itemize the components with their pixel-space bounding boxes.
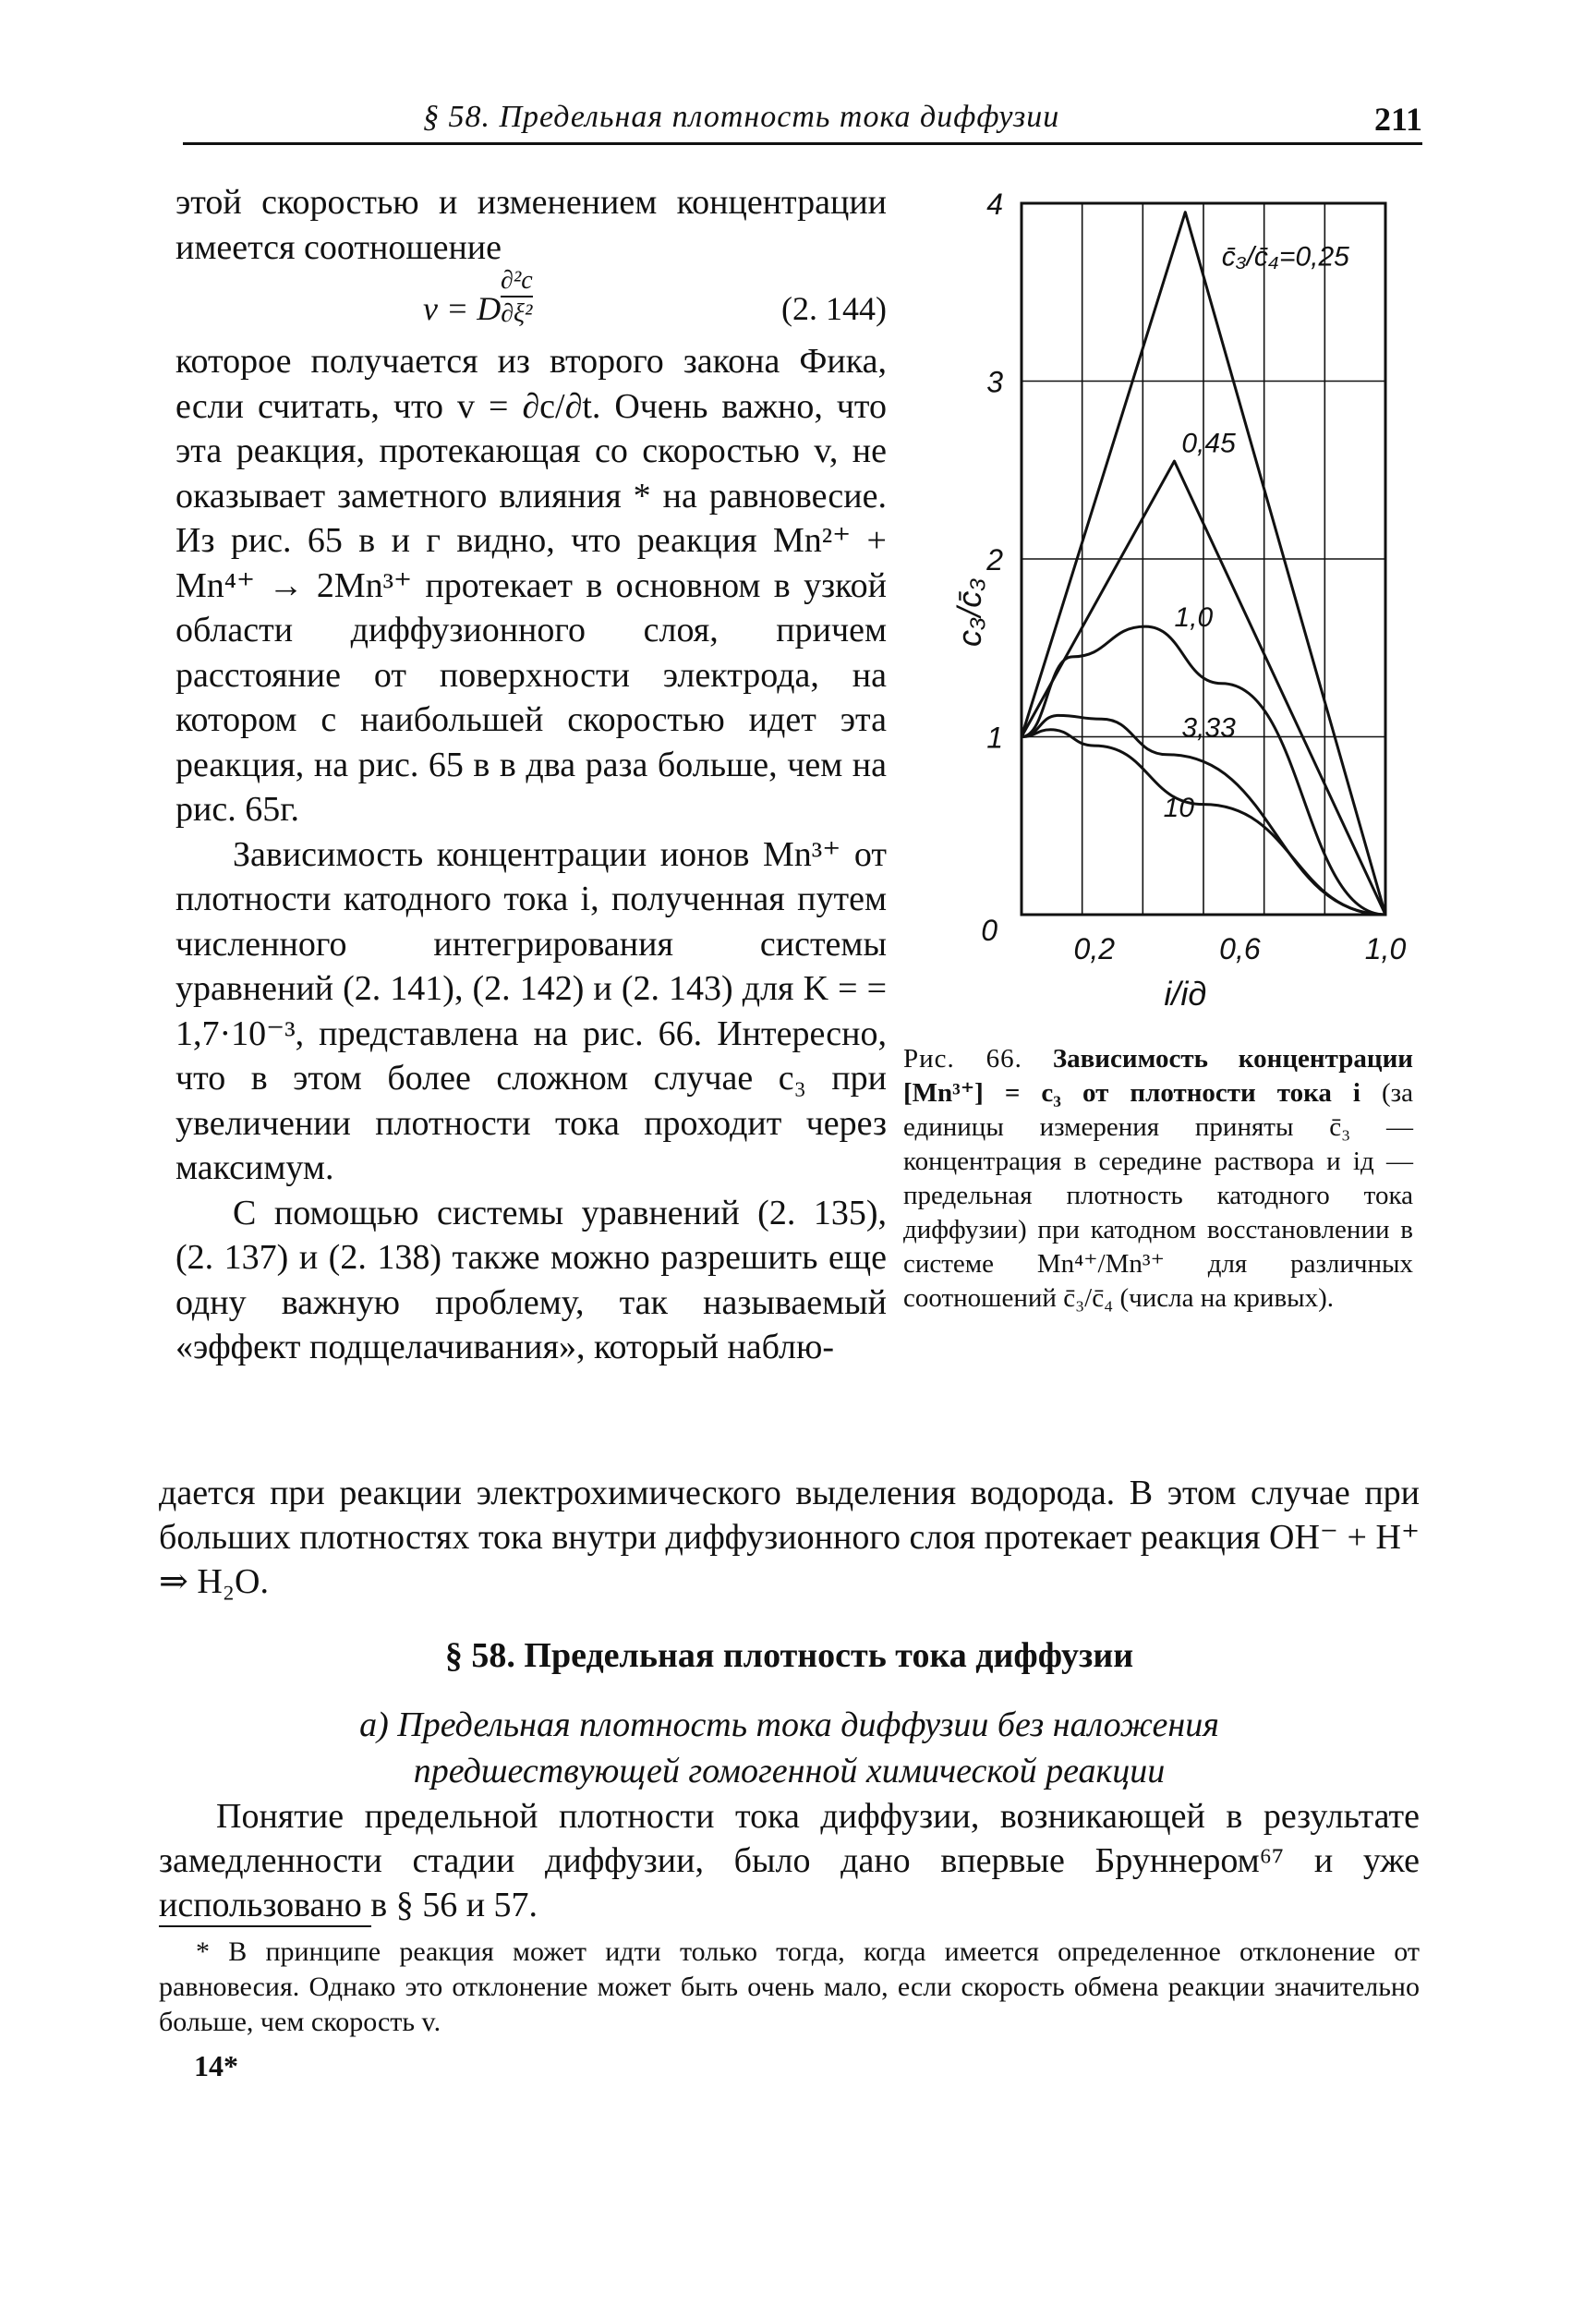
footnote: [159, 1935, 1420, 2040]
y-tick-label: 2: [986, 543, 1003, 576]
signature-mark: 14*: [194, 2049, 238, 2082]
section-body: [159, 1794, 1420, 1927]
equation-number: (2. 144): [781, 290, 887, 327]
equation-fraction: [501, 266, 533, 329]
y-axis-label: c₃/c̄₃: [950, 577, 988, 648]
series-label-4: 10: [1163, 793, 1195, 824]
section-heading: § 58. Предельная плотность тока диффузии: [444, 1636, 1134, 1675]
figure-66-chart: [950, 176, 1407, 1026]
x-tick-label: 1,0: [1364, 932, 1407, 965]
full-width-text: [159, 1471, 1420, 1604]
y-tick-label: 3: [986, 365, 1003, 399]
subsection-heading-line: предшествующей гомогенной химической реакции: [413, 1752, 1166, 1790]
paragraph: которое получается из второго закона Фика, если считать, что v = ∂c/∂t. Очень важно, что эта реакция, протекающая со скоростью v, не оказывает заметного влияния * на равновесие. Из рис. 65 в и г видно, что реакция Mn²⁺ + Mn⁴⁺ → 2Mn³⁺ протекает в основном в узкой области диффузионного слоя, причем расстояние от поверхности электрода, на котором с наибольшей скоростью идет эта реакция, на рис. 65 в в два раза больше, чем на рис. 65г.: [175, 342, 887, 829]
chart-ticks: [981, 188, 1406, 965]
paragraph: Понятие предельной плотности тока диффузии, возникающей в результате замедленности стадии диффузии, было дано впервые Бруннером⁶⁷ и уже использовано в § 56 и 57.: [159, 1797, 1420, 1924]
equation-denominator: ∂ξ²: [501, 296, 533, 329]
caption-label: Рис. 66.: [903, 1044, 1022, 1074]
caption-title: Зависимость концентрации [Mn³⁺] = c₃ от плотности тока i: [903, 1044, 1413, 1108]
x-tick-label: 0,2: [1073, 932, 1116, 965]
footnote-rule: [159, 1925, 371, 1927]
caption-body: (за единицы измерения приняты c̄₃ — концентрация в середине раствора и iд — предельная плотность катодного тока диффузии) при катодном восстановлении в системе Mn⁴⁺/Mn³⁺ для различных соотношений c̄₃/c̄₄ (числа на кривых).: [903, 1078, 1413, 1313]
paragraph: С помощью системы уравнений (2. 135), (2. 137) и (2. 138) также можно разрешить еще одну важную проблему, так называемый «эффект подщелачивания», который наблю-: [175, 1193, 887, 1366]
origin-label: 0: [981, 914, 998, 947]
figure-caption: [903, 1042, 1413, 1316]
running-header: [183, 100, 1422, 145]
series-label-0: c̄₃/c̄₄=0,25: [1221, 241, 1349, 273]
page-number: 211: [1373, 101, 1422, 138]
paragraph: дается при реакции электрохимического выделения водорода. В этом случае при больших плотностях тока внутри диффузионного слоя протекает реакция OH⁻ + H⁺ ⇒ H₂O.: [159, 1474, 1420, 1601]
y-tick-label: 1: [986, 721, 1003, 755]
series-label-3: 3,33: [1181, 712, 1236, 744]
subsection-heading: [159, 1702, 1420, 1794]
x-axis-label: i/iд: [1164, 975, 1207, 1013]
equation-numerator: ∂²c: [501, 266, 533, 295]
subsection-heading-line: а) Предельная плотность тока диффузии без наложения: [359, 1705, 1219, 1744]
paragraph: этой скоростью и изменением концентрации имеется соотношение: [175, 183, 887, 267]
left-column: [175, 180, 887, 1370]
x-tick-label: 0,6: [1219, 932, 1261, 965]
y-tick-label: 4: [986, 188, 1003, 221]
series-label-2: 1,0: [1174, 602, 1214, 634]
series-label-1: 0,45: [1181, 428, 1236, 459]
footnote-text: * В принципе реакция может идти только тогда, когда имеется определенное отклонение от равновесия. Однако это отклонение может быть очень мало, если скорость обмена реакции значительно больше, чем скорость v.: [159, 1936, 1420, 2037]
equation-lhs: v = D: [423, 290, 502, 327]
running-header-title: § 58. Предельная плотность тока диффузии: [423, 100, 1060, 134]
equation-2-144: [175, 266, 887, 339]
paragraph: Зависимость концентрации ионов Mn³⁺ от плотности катодного тока i, полученная путем численного интегрирования системы уравнений (2. 141), (2. 142) и (2. 143) для K = = 1,7·10⁻³, представлена на рис. 66. Интересно, что в этом более сложном случае c₃ при увеличении плотности тока проходит через максимум.: [175, 834, 887, 1187]
